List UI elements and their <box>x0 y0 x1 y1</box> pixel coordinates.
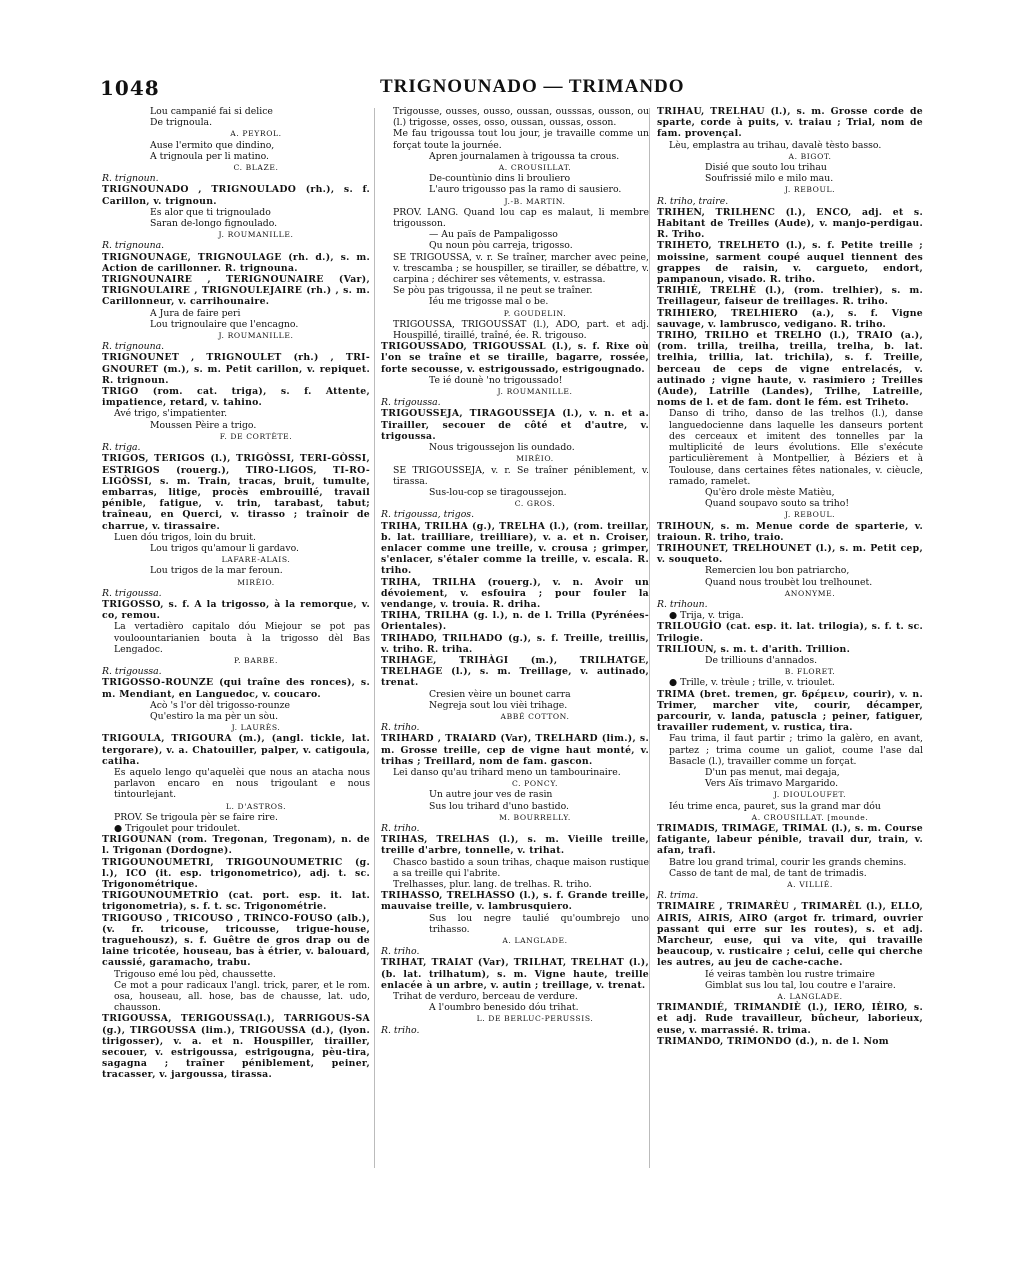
quotation-line: Sus lou negre taulié qu'oumbrejo uno trihasso. <box>429 912 649 935</box>
dictionary-entry: TRIHAS, TRELHAS (l.), s. m. Vieille treille, treille d'arbre, tonnelle, v. trihat. <box>381 834 649 857</box>
quotation-line: Sus lou trihard d'uno bastido. <box>429 800 569 812</box>
author-attribution: A. LANGLADE. <box>502 936 568 946</box>
root-reference: R. triho, traire. <box>657 195 729 207</box>
root-reference: R. triho. <box>381 946 420 958</box>
quotation-line: Quand nous troubèt lou trelhounet. <box>705 576 873 588</box>
dictionary-entry: TRIHIÉ, TRELHÈ (l.), (rom. trelhier), s. m. Treillageur, faiseur de treillages. R. triho. <box>657 285 923 308</box>
quotation-line: Qu'estiro la ma pèr un sòu. <box>150 710 279 722</box>
entry-text: La vertadièro capitalo dóu Miejour se pot pas vouloountarianien bouta à la trigosso dèl Bas Lengadoc. <box>114 621 370 655</box>
quotation-line: Gimblat sus lou tal, lou coutre e l'araire. <box>705 979 896 991</box>
quotation-line: Quand soupavo souto sa triho! <box>705 498 850 510</box>
author-attribution: L. D'ASTROS. <box>225 801 287 811</box>
quotation-line: Disié que souto lou trihau <box>705 162 827 174</box>
dictionary-entry: TRIMADIS, TRIMAGE, TRIMAL (l.), s. m. Course fatigante, labeur pénible, travail dur, train, v. afan, trafi. <box>657 823 923 857</box>
dictionary-entry: TRIGNOUNAGE, TRIGNOULAGE (rh. d.), s. m. Action de carillonner. R. trignouna. <box>102 251 370 274</box>
author-attribution: J. ROUMANILLE. <box>497 387 573 397</box>
dictionary-entry: TRIHOUN, s. m. Menue corde de sparterie, v. traioun. R. triho, traio. <box>657 520 923 543</box>
author-attribution: J. LAURÈS. <box>231 723 281 733</box>
column-middle <box>381 106 649 1036</box>
entry-text: TRIGOUSSA, TRIGOUSSAT (l.), ADO, part. et adj. Houspillé, tiraillé, traîné, ée. R. trigouso. <box>393 318 649 342</box>
quotation-line: Remercien lou bon patriarcho, <box>705 565 850 577</box>
root-reference: R. trigoussa, trigos. <box>381 509 475 521</box>
quotation-line: Moussen Pèire a trigo. <box>150 419 257 431</box>
entry-text: ● Trille, v. trèule ; trille, v. trioulet. <box>669 677 835 689</box>
dictionary-entry: TRIHETO, TRELHETO (l.), s. f. Petite treille ; moissine, sarment coupé auquel tiennent des grappes de raisin, v. cargueto, endort, pampanoun, visado. R. triho. <box>657 240 923 286</box>
root-reference: R. trignouna. <box>102 240 165 252</box>
author-attribution: L. DE BERLUC-PERUSSIS. <box>476 1014 594 1024</box>
author-attribution: A. PEYROL. <box>230 129 282 139</box>
page-number: 1048 <box>100 76 160 100</box>
author-attribution: ANONYME. <box>784 588 836 598</box>
root-reference: R. trigoussa. <box>381 397 441 409</box>
dictionary-entry: TRIMA (bret. tremen, gr. δρέμειν, courir), v. n. Trimer, marcher vite, courir, décamper, parcourir, v. landa, patuscla ; peiner, fatiguer, travailler rudement, v. rustica, tira. <box>657 688 923 734</box>
author-attribution: ABBÉ COTTON. <box>500 711 570 721</box>
author-attribution: P. BARBE. <box>233 655 279 665</box>
quotation-line: De-countùnio dins li brouliero <box>429 173 571 185</box>
dictionary-entry: TRIHAGE, TRIHÀGI (m.), TRILHATGE, TRELHAGE (l.), s. m. Treillage, v. autinado, trenat. <box>381 654 649 689</box>
quotation-line: Soufrissié milo e milo mau. <box>705 173 834 185</box>
dictionary-entry: TRIHAU, TRELHAU (l.), s. m. Grosse corde de sparte, corde à puits, v. traiau ; Trial, nom de fam. provençal. <box>657 106 923 140</box>
dictionary-entry: TRIGOUSSA, TERIGOUSSA(l.), TARRIGOUS-SA (g.), TIRGOUSSA (lim.), TRIGOUSSA (d.), (lyon. tirigosser), v. a. et n. Houspiller, tirailler, secouer, v. estrigoussa, estrigougna, pèu-tira, sagagna ; traîner péniblement, peiner, tracasser, v. jargoussa, tirassa. <box>102 1013 370 1081</box>
quotation-line: Es alor que ti trignoulado <box>150 206 271 218</box>
dictionary-entry: TRIMAIRE , TRIMARÈU , TRIMARÈL (l.), ELLO, AIRIS, AIRIS, AIRO (argot fr. trimard, ouvrier passant qui erre sur les routes), s. et adj. Marcheur, euse, qui va vite, qui travaille beaucoup, v. rusticaire ; celui, celle qui cherche les autres, au jeu de cache-cache. <box>657 901 923 969</box>
dictionary-entry: TRIHOUNET, TRELHOUNET (l.), s. m. Petit cep, v. souqueto. <box>657 542 923 566</box>
dictionary-entry: TRIGO (rom. cat. triga), s. f. Attente, impatience, retard, v. tahino. <box>102 386 370 409</box>
root-reference: R. triga. <box>102 442 141 454</box>
author-attribution: A. CROUSILLAT. [mounde. <box>751 812 869 822</box>
entry-text: Casso de tant de mal, de tant de trimadis. <box>669 867 867 879</box>
root-reference: R. triho. <box>381 722 420 734</box>
quotation-line: A Jura de faire peri <box>150 307 241 319</box>
entry-text: Ce mot a pour radicaux l'angl. trick, parer, et le rom. osa, houseau, all. hose, bas de chausse, lat. udo, chausson. <box>114 979 370 1014</box>
quotation-line: Iéu me trigosse mal o be. <box>429 296 549 308</box>
dictionary-entry: TRILIOUN, s. m. t. d'arith. Trillion. <box>657 643 851 655</box>
entry-text: Trigouso emé lou pèd, chaussette. <box>114 968 276 980</box>
quotation-line: A trignoula per li matino. <box>150 150 270 162</box>
quotation-line: Lou campanié fai si delice <box>150 106 273 117</box>
column-divider <box>374 108 375 1168</box>
dictionary-entry: TRIMANDIÉ, TRIMANDIÈ (l.), IERO, IÈIRO, s. et adj. Rude travailleur, bûcheur, laborieux, euse, v. marrassié. R. trima. <box>657 1002 923 1036</box>
entry-text: Es aquelo lengo qu'aquelèi que nous an atacha nous parlavon encaro en nous trigoulant e nous tintourlejant. <box>114 766 370 801</box>
dictionary-entry: TRIHIERO, TRELHIERO (a.), s. f. Vigne sauvage, v. lambrusco, vedigano. R. triho. <box>657 307 923 330</box>
root-reference: R. trima. <box>657 890 699 902</box>
quotation-line: Lou trignoulaire que l'encagno. <box>150 318 299 330</box>
dictionary-entry: TRIGOUSSEJA, TIRAGOUSSEJA (l.), v. n. et a. Tirailler, secouer de côté et d'autre, v. trigoussa. <box>381 408 649 442</box>
author-attribution: C. PONCY. <box>511 779 558 789</box>
entry-text: Fau trima, il faut partir ; trimo la galèro, en avant, partez ; trima coume un galiot, coume l'ase dal Basacle (l.), travailler comme un forçat. <box>669 733 923 767</box>
entry-text: Lèu, emplastra au trihau, davalè tèsto basso. <box>669 139 882 151</box>
quotation-line: Negreja sout lou vièi trihage. <box>429 699 568 711</box>
quotation-line: Ié veiras tambèn lou rustre trimaire <box>705 968 875 980</box>
dictionary-entry: TRIGNOUNAIRE , TERIGNOUNAIRE (Var), TRIGNOULAIRE , TRIGNOULEJAIRE (rh.) , s. m. Carillonneur, v. carrihounaire. <box>102 274 370 308</box>
author-attribution: MIRÈIO. <box>516 454 554 464</box>
quotation-line: Lou trigos qu'amour li gardavo. <box>150 542 299 554</box>
quotation-line: De trilliouns d'annados. <box>705 654 818 666</box>
dictionary-entry: TRIHEN, TRILHENC (l.), ENCO, adj. et s. Habitant de Treilles (Aude), v. manjo-perdigau. R. Triho. <box>657 206 923 241</box>
quotation-line: Un autre jour ves de rasin <box>429 789 553 801</box>
dictionary-entry: TRIHAT, TRAIAT (Var), TRILHAT, TRELHAT (l.), (b. lat. trilhatum), s. m. Vigne haute, treille enlacée à un arbre, v. autin ; treillage, v. trenat. <box>381 957 649 991</box>
author-attribution: C. BLAZE. <box>233 163 279 173</box>
quotation-line: De trignoula. <box>150 117 213 129</box>
quotation-line: Lou trigos de la mar feroun. <box>150 565 283 577</box>
entry-text: Trelhasses, plur. lang. de trelhas. R. triho. <box>393 879 592 891</box>
root-reference: R. trihoun. <box>657 598 708 610</box>
quotation-line: Qu noun pòu carreja, trigosso. <box>429 240 573 252</box>
author-attribution: A. BIGOT. <box>788 151 832 161</box>
dictionary-entry: TRIGOUNOUMETRI, TRIGOUNOUMETRIC (g. l.), ICO (it. esp. trigonometrico), adj. t. sc. Trigonométrique. <box>102 856 370 891</box>
author-attribution: A. LANGLADE. <box>777 992 843 1002</box>
root-reference: R. triho. <box>381 823 420 834</box>
root-reference: R. trignouna. <box>102 341 165 353</box>
quotation-line: Cresien vèire un bounet carra <box>429 688 571 700</box>
dictionary-entry: TRIGOS, TERIGOS (l.), TRIGÒSSI, TERI-GÒSSI, ESTRIGOS (rouerg.), TIRO-LIGOS, TI-RO-LIGÒSSI, s. m. Train, tracas, bruit, tumulte, embarras, litige, procès embrouillé, travail pénible, fatigue, v. trin, tarabast, tabut; traîneau, en Querci, v. tirasso ; traînoir de charrue, v. tirassaire. <box>102 453 370 532</box>
quotation-line: Te ié dounè 'no trigoussado! <box>429 374 563 386</box>
dictionary-entry: TRIGOUSO , TRICOUSO , TRINCO-FOUSO (alb.), (v. fr. tricouse, tricousse, trigue-house, traguehousz), s. f. Guêtre de gros drap ou de laine tricotée, houseau, bas à étrier, v. balouard, caussié, garamacho, trabu. <box>102 912 370 969</box>
entry-text: Danso di triho, danso de las trelhos (l.), danse languedocienne dans laquelle les danseurs portent des cerceaux et imitent des tonnelles par la multiplicité de leurs évolutions. Elle s'exécute particulièrement à Montpellier, à Béziers et à Toulouse, dans certaines fêtes nationales, v. cièucle, ramado, ramelet. <box>669 408 923 487</box>
quotation-line: A l'oumbro benesido dóu trihat. <box>429 1002 579 1014</box>
author-attribution: F. DE CORTÈTE. <box>219 431 293 441</box>
author-attribution: A. VILLIÉ. <box>787 880 833 890</box>
quotation-line: Apren journalamen à trigoussa ta crous. <box>429 150 620 162</box>
dictionary-entry: TRIHA, TRILHA (g. l.), n. de l. Trilla (Pyrénées-Orientales). <box>381 610 649 633</box>
entry-text: Me fau trigoussa tout lou jour, je travaille comme un forçat toute la journée. <box>393 128 649 151</box>
author-attribution: J. ROUMANILLE. <box>218 331 294 341</box>
root-reference: R. trigoussa. <box>102 666 162 678</box>
author-attribution: M. BOURRELLY. <box>499 812 571 822</box>
entry-text: Lei danso qu'au trihard meno un tambourinaire. <box>393 766 621 778</box>
author-attribution: C. GROS. <box>514 499 556 509</box>
entry-text: SE TRIGOUSSEJA, v. r. Se traîner péniblement, v. tirassa. <box>393 464 649 487</box>
quotation-line: D'un pas menut, mai degaja, <box>705 766 840 778</box>
dictionary-entry: TRIGOULA, TRIGOURA (m.), (angl. tickle, lat. tergorare), v. a. Chatouiller, palper, v. catigoula, catiha. <box>102 733 370 767</box>
column-left <box>102 106 370 1081</box>
root-reference: R. trigoussa. <box>102 587 162 599</box>
dictionary-entry: TRILOUGÌO (cat. esp. it. lat. trilogia), s. f. t. sc. Trilogie. <box>657 621 923 644</box>
quotation-line: Ause l'ermito que dindino, <box>150 139 275 151</box>
entry-text: ● Trija, v. triga. <box>669 610 744 622</box>
quotation-line: Qu'èro drole mèste Matièu, <box>705 486 835 498</box>
quotation-line: L'auro trigousso pas la ramo di sausiero. <box>429 184 622 196</box>
author-attribution: J.-B. MARTIN. <box>504 196 566 206</box>
dictionary-entry: TRIGNOUNET , TRIGNOULET (rh.) , TRI-GNOURET (m.), s. m. Petit carillon, v. repiquet. R. trignoun. <box>102 352 370 386</box>
dictionary-entry: TRIGOUNOUMETRÌO (cat. port. esp. it. lat. trigonometria), s. f. t. sc. Trigonométrie. <box>102 890 370 913</box>
page-header <box>100 76 930 104</box>
author-attribution: J. REBOUL. <box>784 510 836 520</box>
dictionary-entry: TRIGOUNAN (rom. Tregonan, Tregonam), n. de l. Trigonan (Dordogne). <box>102 834 370 857</box>
entry-text: Se pòu pas trigoussa, il ne peut se traîner. <box>393 285 593 297</box>
dictionary-entry: TRIGNOUNADO , TRIGNOULADO (rh.), s. f. Carillon, v. trignoun. <box>102 184 370 207</box>
dictionary-entry: TRIHO, TRILHO et TRELHO (l.), TRAIO (a.), (rom. trilla, treilha, treilla, trelha, b. lat. trelhia, trillia, lat. trichila), s. f. Treille, berceau de ceps de vigne entrelacés, v. autinado ; vigne haute, v. rasimiero ; Treilles (Aude), Latrille (Landes), Trilhe, Latreille, noms de l. et de fam. dont le fém. est Triheto. <box>657 330 923 409</box>
entry-text: PROV. Se trigoula pèr se faire rire. <box>114 811 278 823</box>
entry-text: Trigousse, ousses, ousso, oussan, ousssas, ousson, ou (l.) trigosse, osses, osso, oussan, oussas, osson. <box>393 106 649 129</box>
entry-text: Batre lou grand trimal, courir les grands chemins. <box>669 856 907 868</box>
dictionary-entry: TRIHARD , TRAIARD (Var), TRELHARD (lim.), s. m. Grosse treille, cep de vigne haut monté, v. trihas ; Treillard, nom de fam. gascon. <box>381 733 649 767</box>
quotation-line: Vers Aïs trimavo Margarido. <box>705 778 839 790</box>
entry-text: PROV. LANG. Quand lou cap es malaut, li membre trigousson. <box>393 206 649 230</box>
author-attribution: LAFARE-ALAIS. <box>221 555 291 565</box>
author-attribution: P. GOUDELIN. <box>503 308 567 318</box>
quotation-line: Acò 's l'or dèl trigosso-rounze <box>150 699 291 711</box>
author-attribution: MIRÈIO. <box>237 577 275 587</box>
quotation-line: Sus-lou-cop se tiragoussejon. <box>429 486 567 498</box>
column-right <box>657 106 923 1047</box>
dictionary-entry: TRIHADO, TRILHADO (g.), s. f. Treille, treillis, v. triho. R. triha. <box>381 632 649 655</box>
entry-text: Avé trigo, s'impatienter. <box>114 408 228 420</box>
dictionary-entry: TRIGOSSO, s. f. A la trigosso, à la remorque, v. co, remou. <box>102 598 370 622</box>
quotation-line: Saran de-longo fignoulado. <box>150 218 278 230</box>
author-attribution: J. ROUMANILLE. <box>218 230 294 240</box>
entry-text: Trihat de verduro, berceau de verdure. <box>393 991 578 1003</box>
running-title: TRIGNOUNADO — TRIMANDO <box>380 76 685 97</box>
dictionary-entry: TRIGOSSO-ROUNZE (qui traîne des ronces), s. m. Mendiant, en Languedoc, v. coucaro. <box>102 677 370 700</box>
entry-text: Iéu trime enca, pauret, sus la grand mar dóu <box>669 800 881 812</box>
dictionary-entry: TRIMANDO, TRIMONDO (d.), n. de l. Nom <box>657 1035 889 1047</box>
entry-text: SE TRIGOUSSA, v. r. Se traîner, marcher avec peine, v. trescamba ; se houspiller, se tirailler, se débattre, v. carpina ; déchirer ses vêtements, v. estrassa. <box>393 251 649 286</box>
root-reference: R. triho. <box>381 1024 420 1036</box>
dictionary-entry: TRIHASSO, TRELHASSO (l.), s. f. Grande treille, mauvaise treille, v. lambrusquiero. <box>381 890 649 913</box>
entry-text: Luen dóu trigos, loin du bruit. <box>114 531 256 543</box>
root-reference: R. trignoun. <box>102 173 159 185</box>
author-attribution: J. DIOULOUFET. <box>773 790 847 800</box>
author-attribution: B. FLORET. <box>784 667 836 677</box>
author-attribution: J. REBOUL. <box>784 185 836 195</box>
quotation-line: — Au païs de Pampaligosso <box>429 229 558 241</box>
column-divider <box>649 108 650 1168</box>
author-attribution: A. CROUSILLAT. <box>498 163 572 173</box>
dictionary-entry: TRIHA, TRILHA (rouerg.), v. n. Avoir un dévoiement, v. esfouira ; pour fouler la vendange, v. trouia. R. driha. <box>381 576 649 610</box>
entry-text: ● Trigoulet pour tridoulet. <box>114 823 241 834</box>
quotation-line: Nous trigoussejon lis oundado. <box>429 442 575 454</box>
dictionary-entry: TRIGOUSSADO, TRIGOUSSAL (l.), s. f. Rixe où l'on se traîne et se tiraille, bagarre, rossée, forte secousse, v. estrigoussado, estrigougnado. <box>381 341 649 375</box>
entry-text: Chasco bastido a soun trihas, chaque maison rustique a sa treille qui l'abrite. <box>393 856 649 879</box>
dictionary-entry: TRIHA, TRILHA (g.), TRELHA (l.), (rom. treillar, b. lat. trailliare, treilliare), v. a. et n. Croiser, enlacer comme une treille, v. crousa ; grimper, s'enlacer, s'étaler comme la treille, v. escala. R. triho. <box>381 520 649 577</box>
